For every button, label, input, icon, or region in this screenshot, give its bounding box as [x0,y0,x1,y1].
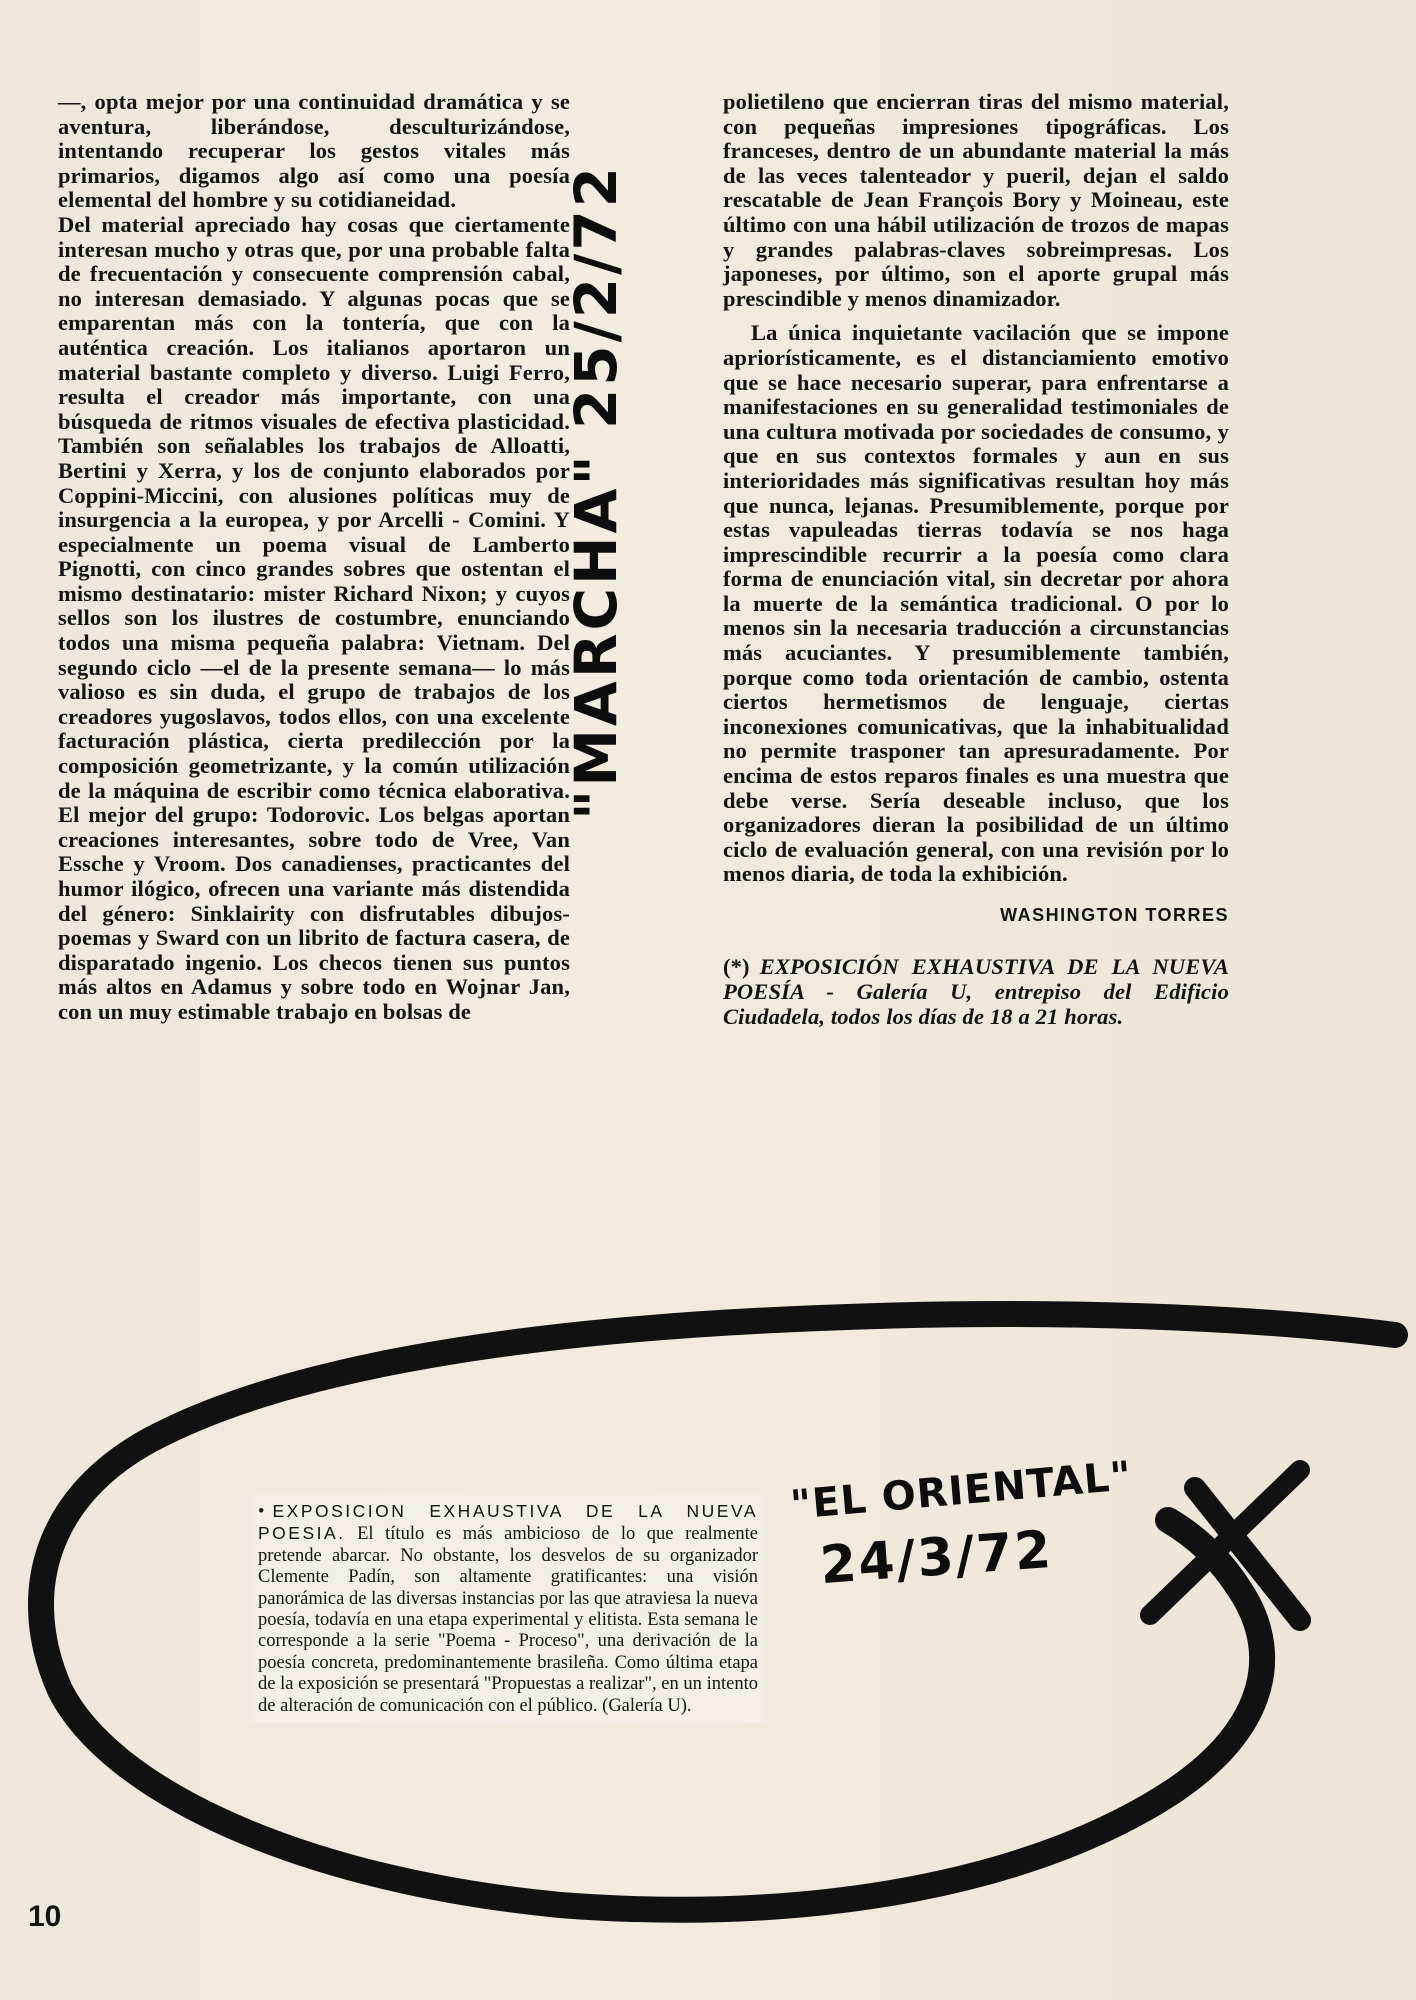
handwritten-source-oriental: "EL ORIENTAL" [788,1453,1134,1529]
article-paragraph: polietileno que encierran tiras del mismo material, con pequeñas impresiones tipográficas. Los franceses, dentro de un abundante material la más de las veces talenteador y pueril, dejan el saldo rescatable de Jean François Bory y Moineau, este último con una hábil utilización de trozos de mapas y grandes palabras-claves sobreimpresas. Los japoneses, por último, son el aporte grupal más prescindible y menos dinamizador. [723,89,1229,311]
clipping-heading: EXPOSICION EXHAUSTIVA DE LA NUEVA POESIA. [258,1501,758,1544]
article-paragraph: —, opta mejor por una continuidad dramática y se aventura, liberándose, desculturizándose, intentando recuperar los gestos vitales más primarios, digamos algo así como una poesía elemental del hombre y su cotidianeidad. [58,89,570,213]
article-paragraph: Del material apreciado hay cosas que ciertamente interesan mucho y otras que, por una probable falta de frecuentación y consecuente comprensión cabal, no interesan demasiado. Y algunas pocas que se emparentan más con la tontería, que con la auténtica creación. Los italianos aportaron un material bastante completo y diverso. Luigi Ferro, resulta el creador más importante, con una búsqueda de ritmos visuales de efectiva plasticidad. También son señalables los trabajos de Alloatti, Bertini y Xerra, y los de conjunto elaborados por Coppini-Miccini, con alusiones políticas muy de insurgencia a la europea, y por Arcelli - Comini. Y especialmente un poema visual de Lamberto Pignotti, con cinco grandes sobres que ostentan el mismo destinatario: mister Richard Nixon; y cuyos sellos son los ilustres de costumbre, enunciando todos una misma pequeña palabra: Vietnam. Del segundo ciclo —el de la presente semana— lo más valioso es sin duda, el grupo de trabajos de los creadores yugoslavos, todos ellos, con una excelente facturación plástica, cierta predilección por la composición geometrizante, y la común utilización de la máquina de escribir como técnica elaborativa. El mejor del grupo: Todorovic. Los belgas aportan creaciones interesantes, sobre todo de Vree, Van Essche y Vroom. Dos canadienses, practicantes del humor ilógico, ofrecen una variante más distendida del género: Sinklairity con disfrutables dibujos-poemas y Sward con un librito de factura casera, de disparatado ingenio. Los checos tienen sus puntos más altos en Adamus y sobre todo en Wojnar Jan, con un muy estimable trabajo en bolsas de [58,211,570,1024]
article-paragraph: La única inquietante vacilación que se impone apriorísticamente, es el distanciamiento emotivo que se hace necesario superar, para enfrentarse a manifestaciones en su generalidad testimoniales de una cultura motivada por sociedades de consumo, y que en sus contextos formales y aun en sus interioridades más significativas resultan hoy más que nunca, lejanas. Presumiblemente, porque por estas vapuleadas tierras todavía se nos haga imprescindible recurrir a la poesía como clara forma de enunciación vital, sin decretar por ahora la muerte de la semántica tradicional. O por lo menos sin la necesaria traducción a circunstancias más acuciantes. Y presumiblemente también, porque como toda orientación de cambio, ostenta ciertos hermetismos de lenguaje, ciertas inconexiones comunicativas, que la inhabitualidad no permite trasponer tan apresuradamente. Por encima de estos reparos finales es una muestra que debe verse. Sería deseable incluso, que los organizadores dieran la posibilidad de un último ciclo de evaluación general, con una revisión por lo menos diaria, de toda la exhibición. [723,320,1229,887]
footnote-mark: (*) [723,953,750,979]
page-number: 10 [28,1900,62,1933]
article-column-left [58,90,570,1025]
author-signature: WASHINGTON TORRES [1000,905,1229,925]
handwritten-source-marcha: "MARCHA" 25/2/72 [562,163,630,820]
article-column-right [723,90,1229,1029]
clipping-body: El título es más ambicioso de lo que realmente pretende abarcar. No obstante, los desvelos de su organizador Clemente Padín, son altamente gratificantes: una visión panorámica de las diversas instancias por las que atraviesa la nueva poesía, todavía en una etapa experimental y elitista. Esta semana le corresponde a la serie "Poema - Proceso", una derivación de la poesía concreta, predominantemente brasileña. Como última etapa de la exposición se presentará "Propuestas a realizar", en un intento de alteración de comunicación con el público. (Galería U). [258,1524,759,1716]
footnote [723,954,1229,1029]
bullet-icon: • [258,1502,265,1522]
handwritten-date-oriental: 24/3/72 [818,1519,1055,1597]
newspaper-clipping [250,1495,766,1723]
footnote-text: EXPOSICIÓN EXHAUSTIVA DE LA NUEVA POESÍA - Galería U, entrepiso del Edificio Ciudadela, todos los días de 18 a 21 horas. [723,953,1229,1029]
